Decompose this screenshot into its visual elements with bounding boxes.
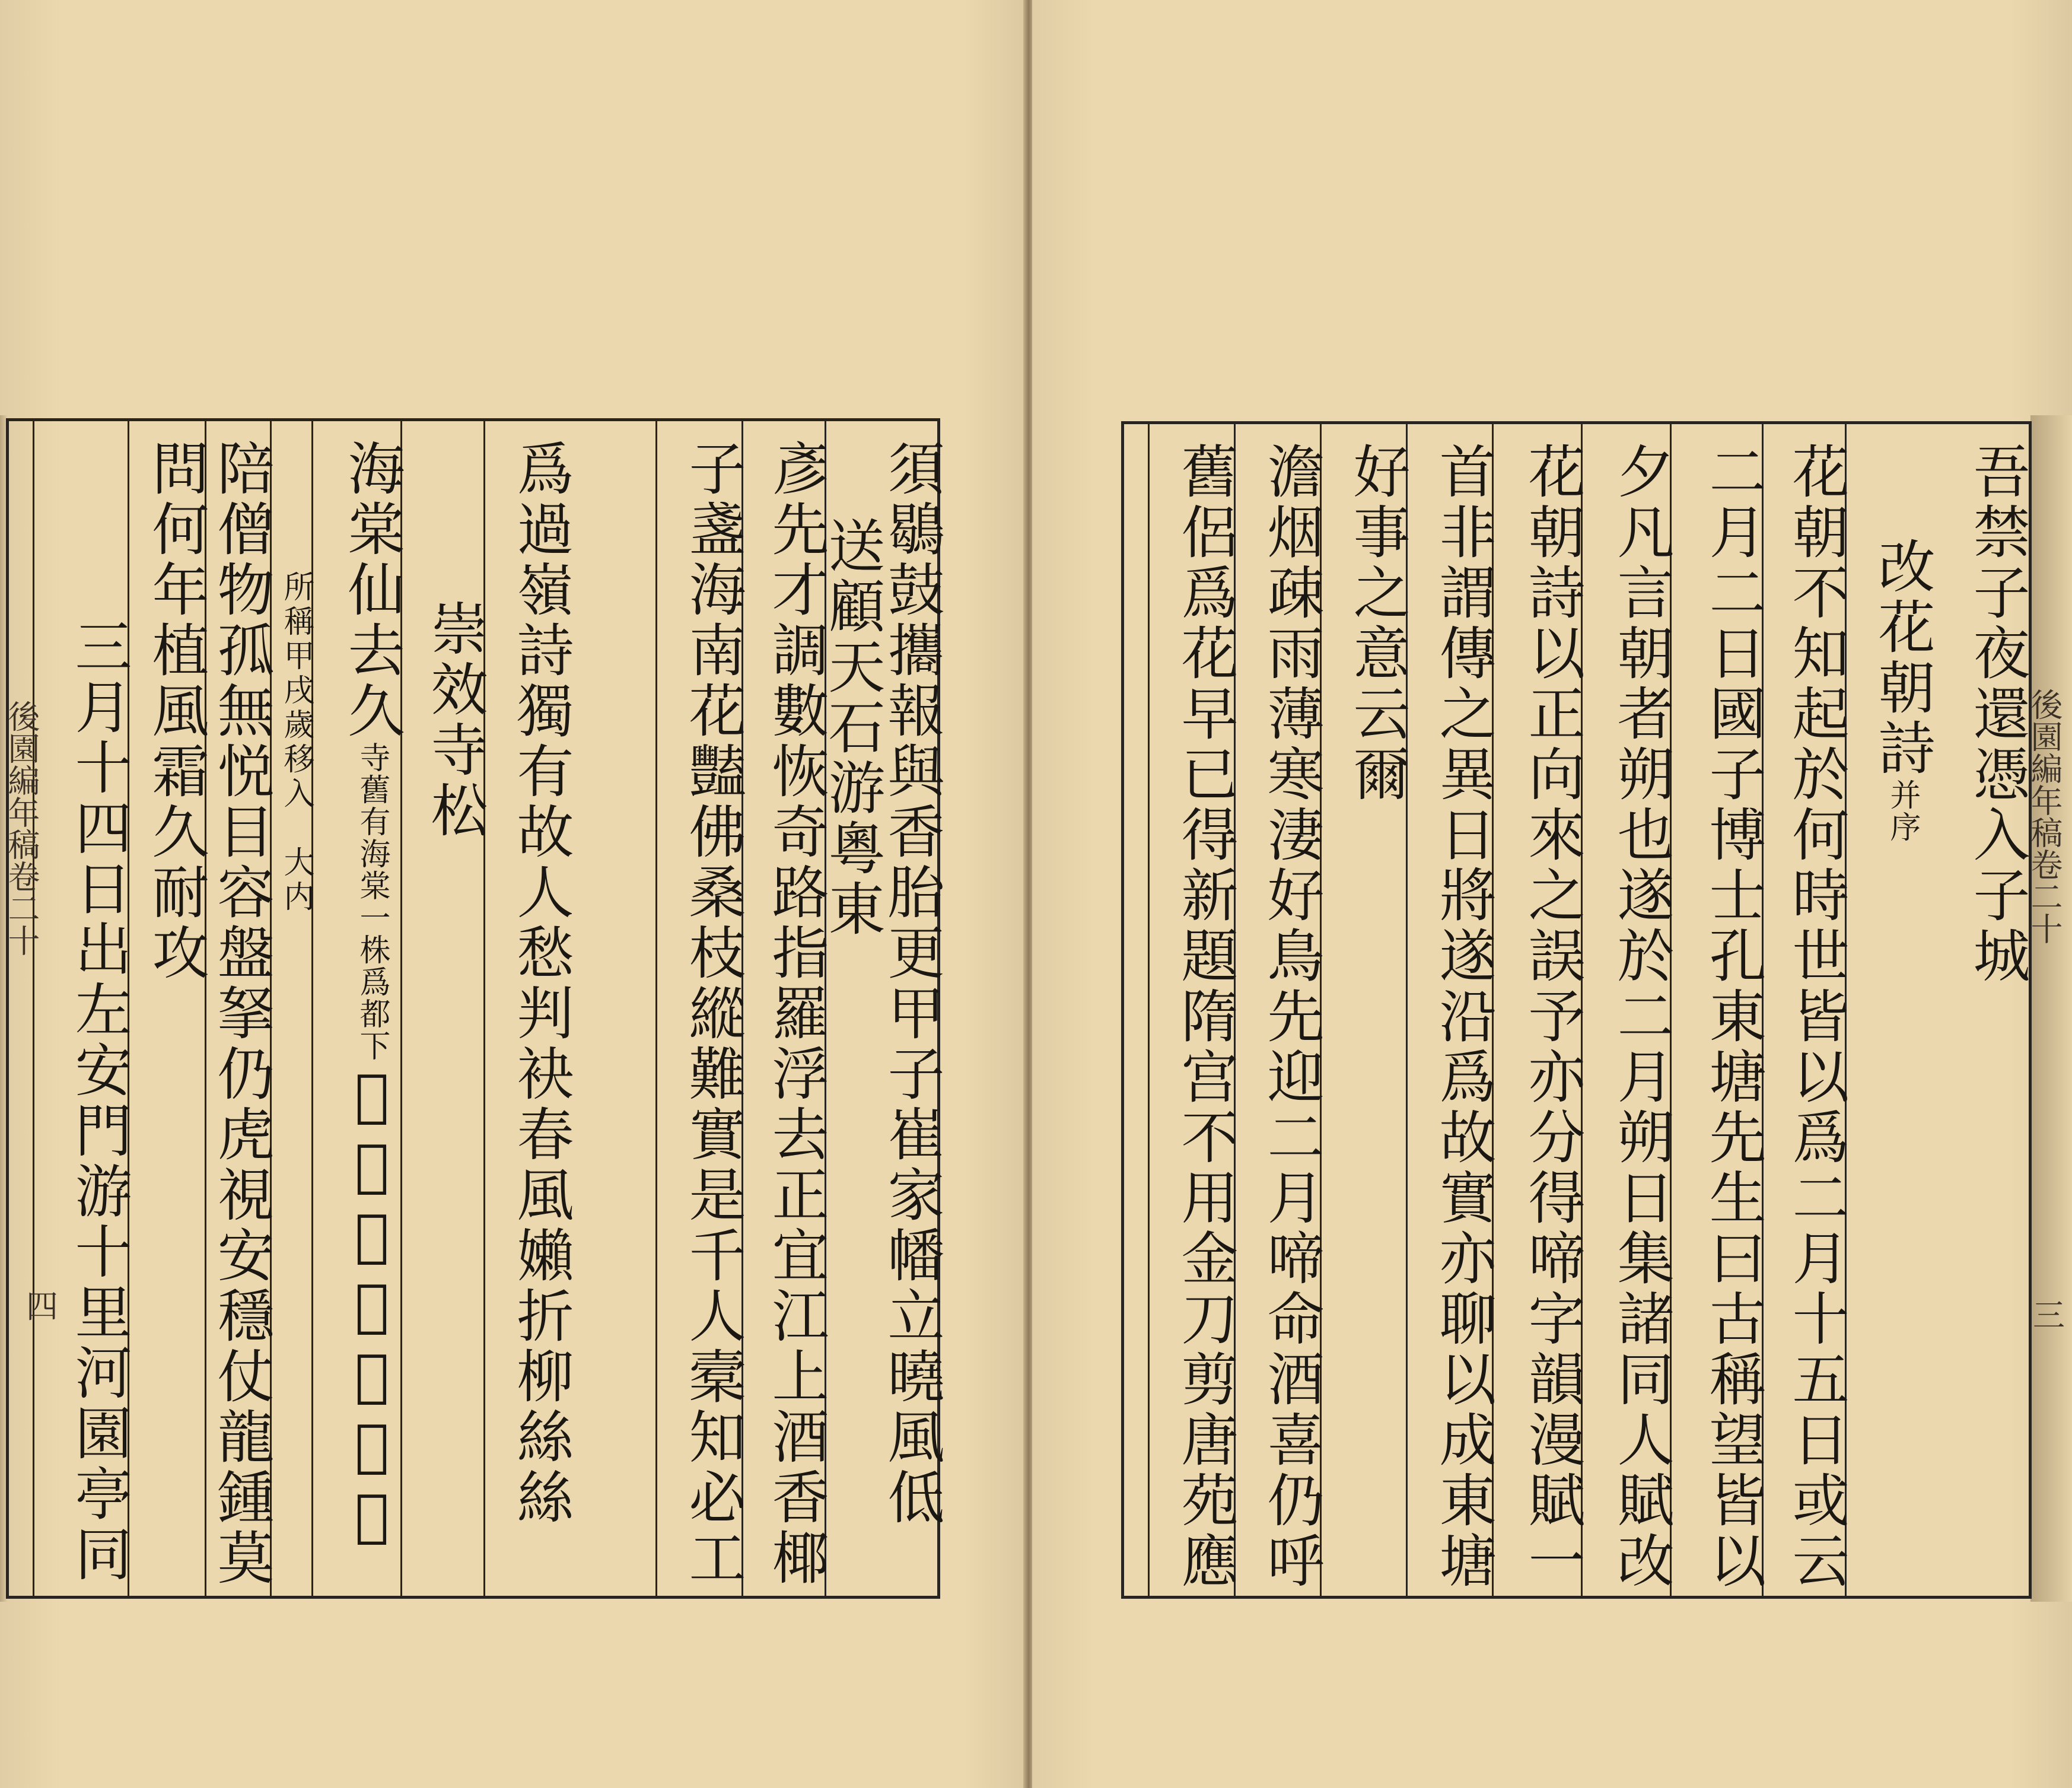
right-column-10: 舊侶爲花早已得新題隋宫不用金刀剪唐苑應 — [1148, 424, 1234, 1596]
right-column-3: 花朝不知起於何時世皆以爲二月十五日或云 — [1762, 424, 1845, 1596]
right-edge-number: 三 — [2033, 1297, 2065, 1334]
left-page — [0, 0, 1025, 1788]
right-column-2-title: 改花朝詩 — [1869, 537, 1936, 779]
left-edge-number: 四 — [26, 1288, 58, 1325]
left-column-4: 子盞海南花豔佛桑枝縱難實是千人槖知必工 — [655, 421, 741, 1596]
left-column-7-head: 海棠仙去久 — [339, 439, 405, 742]
left-column-3: 彥先才調數恢奇路指羅浮去正宜江上酒香椰 — [741, 421, 825, 1596]
left-column-1: 須鶡鼓攜報與香胎更甲子崔家幡立曉風低 — [879, 439, 945, 1528]
right-column-6: 花朝詩以正向來之誤予亦分得啼字韻漫賦一 — [1492, 424, 1581, 1596]
left-annotation-column-2: 所稱甲戌歲移入 大内 — [270, 421, 311, 1596]
left-column-9: 問何年植風霜久耐攻 — [128, 421, 205, 1596]
right-column-2 — [1845, 424, 1936, 1596]
right-edge-title: 後園編年稿卷二十 — [2026, 688, 2063, 944]
left-column-6: 崇效寺松 — [400, 421, 483, 1596]
left-annotation-line-1: 寺舊有海棠一株爲都下 — [354, 742, 390, 1062]
right-column-8: 好事之意云爾 — [1320, 424, 1406, 1596]
left-text-frame — [6, 418, 945, 1599]
left-column-5: 爲過嶺詩獨有故人愁判袂春風嬾折柳絲絲 — [483, 421, 569, 1596]
left-edge-title: 後園編年稿卷二十 — [3, 700, 40, 956]
left-column-10: 三月十四日出左安門游十里河園亭同 — [33, 421, 128, 1596]
left-column-7 — [311, 421, 405, 1596]
left-column-8: 陪僧物孤無悦目容盤拏仍虎視安穩仗龍鍾莫 — [205, 421, 270, 1596]
right-page-edge — [2030, 415, 2072, 1602]
right-column-9: 澹烟疎雨薄寒淒好鳥先迎二月啼命酒喜仍呼 — [1234, 424, 1320, 1596]
left-column-2: 送顧天石游粵東 — [825, 421, 881, 1596]
right-column-7: 首非謂傳之異日將遂沿爲故實亦聊以成東塘 — [1406, 424, 1492, 1596]
left-annotation — [354, 742, 390, 1062]
left-column-7-tail: 𢈍院只畱松傲是 — [339, 1062, 405, 1552]
right-annotation-preface: 并序 — [1885, 779, 1920, 843]
right-column-1: 吾禁子夜還憑入子城 — [1964, 442, 2030, 987]
right-column-5: 夕凡言朝者朔也遂於二月朔日集諸同人賦改 — [1581, 424, 1670, 1596]
right-text-frame — [1121, 421, 2032, 1599]
right-column-4: 二月二日國子博士孔東塘先生曰古稱望皆以 — [1670, 424, 1762, 1596]
